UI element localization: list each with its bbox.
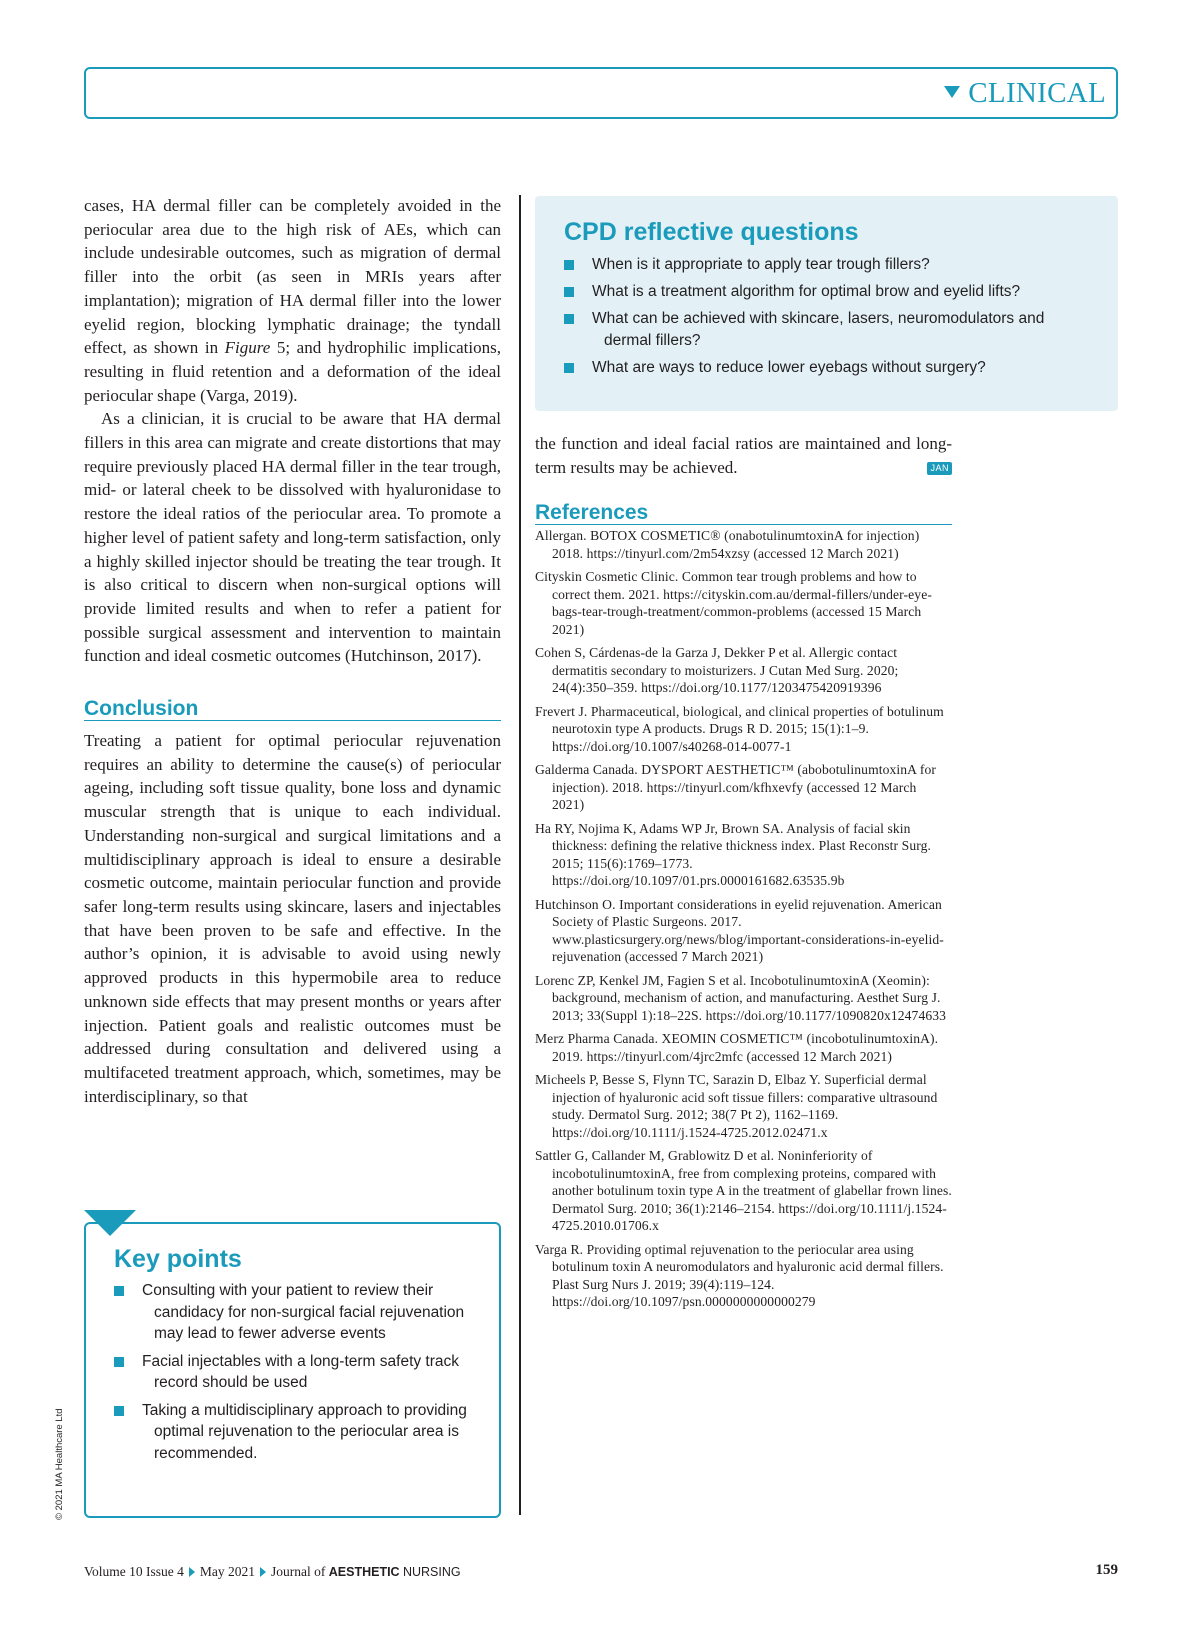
column-divider <box>519 195 521 1515</box>
body-paragraph <box>84 194 501 407</box>
conclusion-paragraph: Treating a patient for optimal periocular rejuvenation requires an ability to determine the cause(s) of periocular ageing, including soft tissue quality, bone loss and dynamic muscular strength that is unique to each individual. Understanding non-surgical and surgical limitations and a multidisciplinary approach is ideal to ensure a desirable cosmetic outcome, maintain periocular function and provide safer long-term results using skincare, lasers and injectables that have been proven to be safe and effective. In the author’s opinion, it is advisable to avoid using newly approved products in this hypermobile area to reduce unknown side effects that may present months or years after injection. Patient goals and realistic outcomes must be addressed during consultation and delivered using a multifaceted treatment approach, which, sometimes, may be interdisciplinary, so that <box>84 731 501 1106</box>
cpd-question <box>564 254 1084 276</box>
square-bullet-icon <box>114 1406 124 1416</box>
reference-item: Cohen S, Cárdenas-de la Garza J, Dekker P et al. Allergic contact dermatitis secondary to moisturizers. J Cutan Med Surg. 2020; 24(4):350–359. https://doi.org/10.1177/1203475420919396 <box>535 645 899 695</box>
square-bullet-icon <box>564 287 574 297</box>
reference-item: Cityskin Cosmetic Clinic. Common tear trough problems and how to correct them. 2021. https://cityskin.com.au/dermal-fillers/under-eye-bags-tear-trough-treatment/common-problems (accessed 15 March 2021) <box>535 569 932 637</box>
reference-item: Allergan. BOTOX COSMETIC® (onabotulinumtoxinA for injection) 2018. https://tinyurl.com/2m54xzsy (accessed 12 March 2021) <box>535 528 920 561</box>
square-bullet-icon <box>564 314 574 324</box>
references-section <box>535 502 952 1311</box>
key-points-title: Key points <box>114 1245 242 1273</box>
reference-item: Varga R. Providing optimal rejuvenation to the periocular area using botulinum toxin A neuromodulators and hyaluronic acid dermal fillers. Plast Surg Nurs J. 2019; 39(4):119–124. https://doi.org/10.1097/psn.0000000000000279 <box>535 1241 944 1309</box>
square-bullet-icon <box>114 1286 124 1296</box>
footer-volume: Volume 10 Issue 4 <box>84 1564 184 1579</box>
reference-item: Ha RY, Nojima K, Adams WP Jr, Brown SA. Analysis of facial skin thickness: defining the relative thickness index. Plast Reconstr Surg. 2015; 115(6):1769–1773. https://doi.org/10.1097/01.prs.0000161682.63535.9b <box>535 820 932 888</box>
end-of-article-icon: JAN <box>927 462 952 475</box>
right-column <box>535 432 952 1317</box>
reference-item: Frevert J. Pharmaceutical, biological, and clinical properties of botulinum neurotoxin type A products. Drugs R D. 2015; 15(1):1–9. https://doi.org/10.1007/s40268-014-0077-1 <box>535 703 944 754</box>
triangle-right-icon <box>260 1567 266 1577</box>
reference-item: Lorenc ZP, Kenkel JM, Fagien S et al. IncobotulinumtoxinA (Xeomin): background, mechanism of action, and manufacturing. Aesthet Surg J. 2013; 33(Suppl 1):18–22S. https://doi.org/10.1177/1090820x12474633 <box>535 972 947 1023</box>
key-point-item <box>114 1400 484 1465</box>
section-header-box <box>84 67 1118 119</box>
key-point-item <box>114 1351 484 1394</box>
square-bullet-icon <box>564 260 574 270</box>
references-list <box>535 527 952 1311</box>
reference-item: Sattler G, Callander M, Grablowitz D et al. Noninferiority of incobotulinumtoxinA, free from complexing proteins, compared with another botulinum toxin type A in the treatment of glabellar frown lines. Dermatol Surg. 2010; 36(1):2146–2154. https://doi.org/10.1111/j.1524-4725.2010.01706.x <box>535 1148 952 1233</box>
cpd-question-text: What can be achieved with skincare, lasers, neuromodulators and dermal fillers? <box>592 310 1045 349</box>
section-label <box>944 77 1106 110</box>
footer-journal-suffix: NURSING <box>402 1565 461 1579</box>
copyright-notice: © 2021 MA Healthcare Ltd <box>54 1408 65 1520</box>
cpd-question-list <box>564 254 1084 384</box>
square-bullet-icon <box>564 363 574 373</box>
cpd-question <box>564 281 1084 303</box>
page-number: 159 <box>1095 1562 1118 1578</box>
key-point-item <box>114 1280 484 1345</box>
key-points-list <box>114 1280 484 1470</box>
footer-journal-prefix: Journal of <box>271 1564 326 1579</box>
continuation-paragraph <box>535 432 952 480</box>
paragraph-1-before-figure: cases, HA dermal filler can be completely avoided in the periocular area due to the high risk of AEs, which can include undesirable outcomes, such as migration of dermal filler into the orbit (as seen in MRIs years after implantation); migration of HA dermal filler into the lower eyelid region, blocking lymphatic drainage; the tyndall effect, as shown in Figure 5; and hydrophilic implications, resulting in fluid retention and a deformation of the ideal periocular shape (Varga, 2019). <box>84 196 501 405</box>
triangle-right-icon <box>189 1567 195 1577</box>
cpd-question <box>564 308 1084 351</box>
reference-item: Galderma Canada. DYSPORT AESTHETIC™ (abobotulinumtoxinA for injection). 2018. https://tinyurl.com/kfhxevfy (accessed 12 March 2021) <box>535 762 936 812</box>
reference-item: Micheels P, Besse S, Flynn TC, Sarazin D, Elbaz Y. Superficial dermal injection of hyaluronic acid soft tissue fillers: comparative ultrasound study. Dermatol Surg. 2012; 38(7 Pt 2), 1162–1169. https://doi.org/10.1111/j.1524-4725.2012.02471.x <box>535 1072 938 1140</box>
cpd-question-text: What are ways to reduce lower eyebags without surgery? <box>592 358 986 376</box>
continuation-block <box>535 432 952 480</box>
conclusion-heading: Conclusion <box>84 698 501 721</box>
key-point-text: Facial injectables with a long-term safety track record should be used <box>142 1352 460 1391</box>
square-bullet-icon <box>114 1357 124 1367</box>
key-point-text: Taking a multidisciplinary approach to providing optimal rejuvenation to the periocular area is recommended. <box>142 1401 467 1462</box>
triangle-down-icon <box>944 86 960 98</box>
references-heading: References <box>535 502 952 525</box>
footer-date: May 2021 <box>199 1564 255 1579</box>
figure-reference: Figure <box>224 338 271 358</box>
reference-item: Hutchinson O. Important considerations in eyelid rejuvenation. American Society of Plastic Surgeons. 2017. www.plasticsurgery.org/news/blog/important-considerations-in-eyelid-rejuvenation (accessed 7 March 2021) <box>535 896 944 964</box>
cpd-question-text: What is a treatment algorithm for optimal brow and eyelid lifts? <box>592 283 1021 300</box>
continuation-text: the function and ideal facial ratios are maintained and long-term results may be achieved. <box>535 434 952 477</box>
cpd-question-text: When is it appropriate to apply tear trough fillers? <box>592 256 930 273</box>
key-point-text: Consulting with your patient to review their candidacy for non-surgical facial rejuvenation may lead to fewer adverse events <box>142 1282 465 1342</box>
reference-item: Merz Pharma Canada. XEOMIN COSMETIC™ (incobotulinumtoxinA). 2019. https://tinyurl.com/4jrc2mfc (accessed 12 March 2021) <box>535 1031 939 1064</box>
left-column <box>84 194 501 1108</box>
cpd-question <box>564 357 1084 379</box>
body-paragraph: As a clinician, it is crucial to be aware that HA dermal fillers in this area can migrate and create distortions that may require previously placed HA dermal filler in the tear trough, mid- or lateral cheek to be dissolved with hyaluronidase to restore the ideal ratios of the periocular area. To promote a higher level of patient safety and long-term satisfaction, only a highly skilled injector should be treating the tear trough. It is also critical to discern when non-surgical options will provide limited results and when to refer a patient for possible surgical assessment and intervention to maintain function and ideal cosmetic outcomes (Hutchinson, 2017). <box>84 409 501 666</box>
footer-journal-bold: AESTHETIC <box>328 1565 400 1579</box>
section-title: CLINICAL <box>968 77 1106 109</box>
page-footer <box>84 1564 461 1580</box>
cpd-title: CPD reflective questions <box>564 218 859 246</box>
